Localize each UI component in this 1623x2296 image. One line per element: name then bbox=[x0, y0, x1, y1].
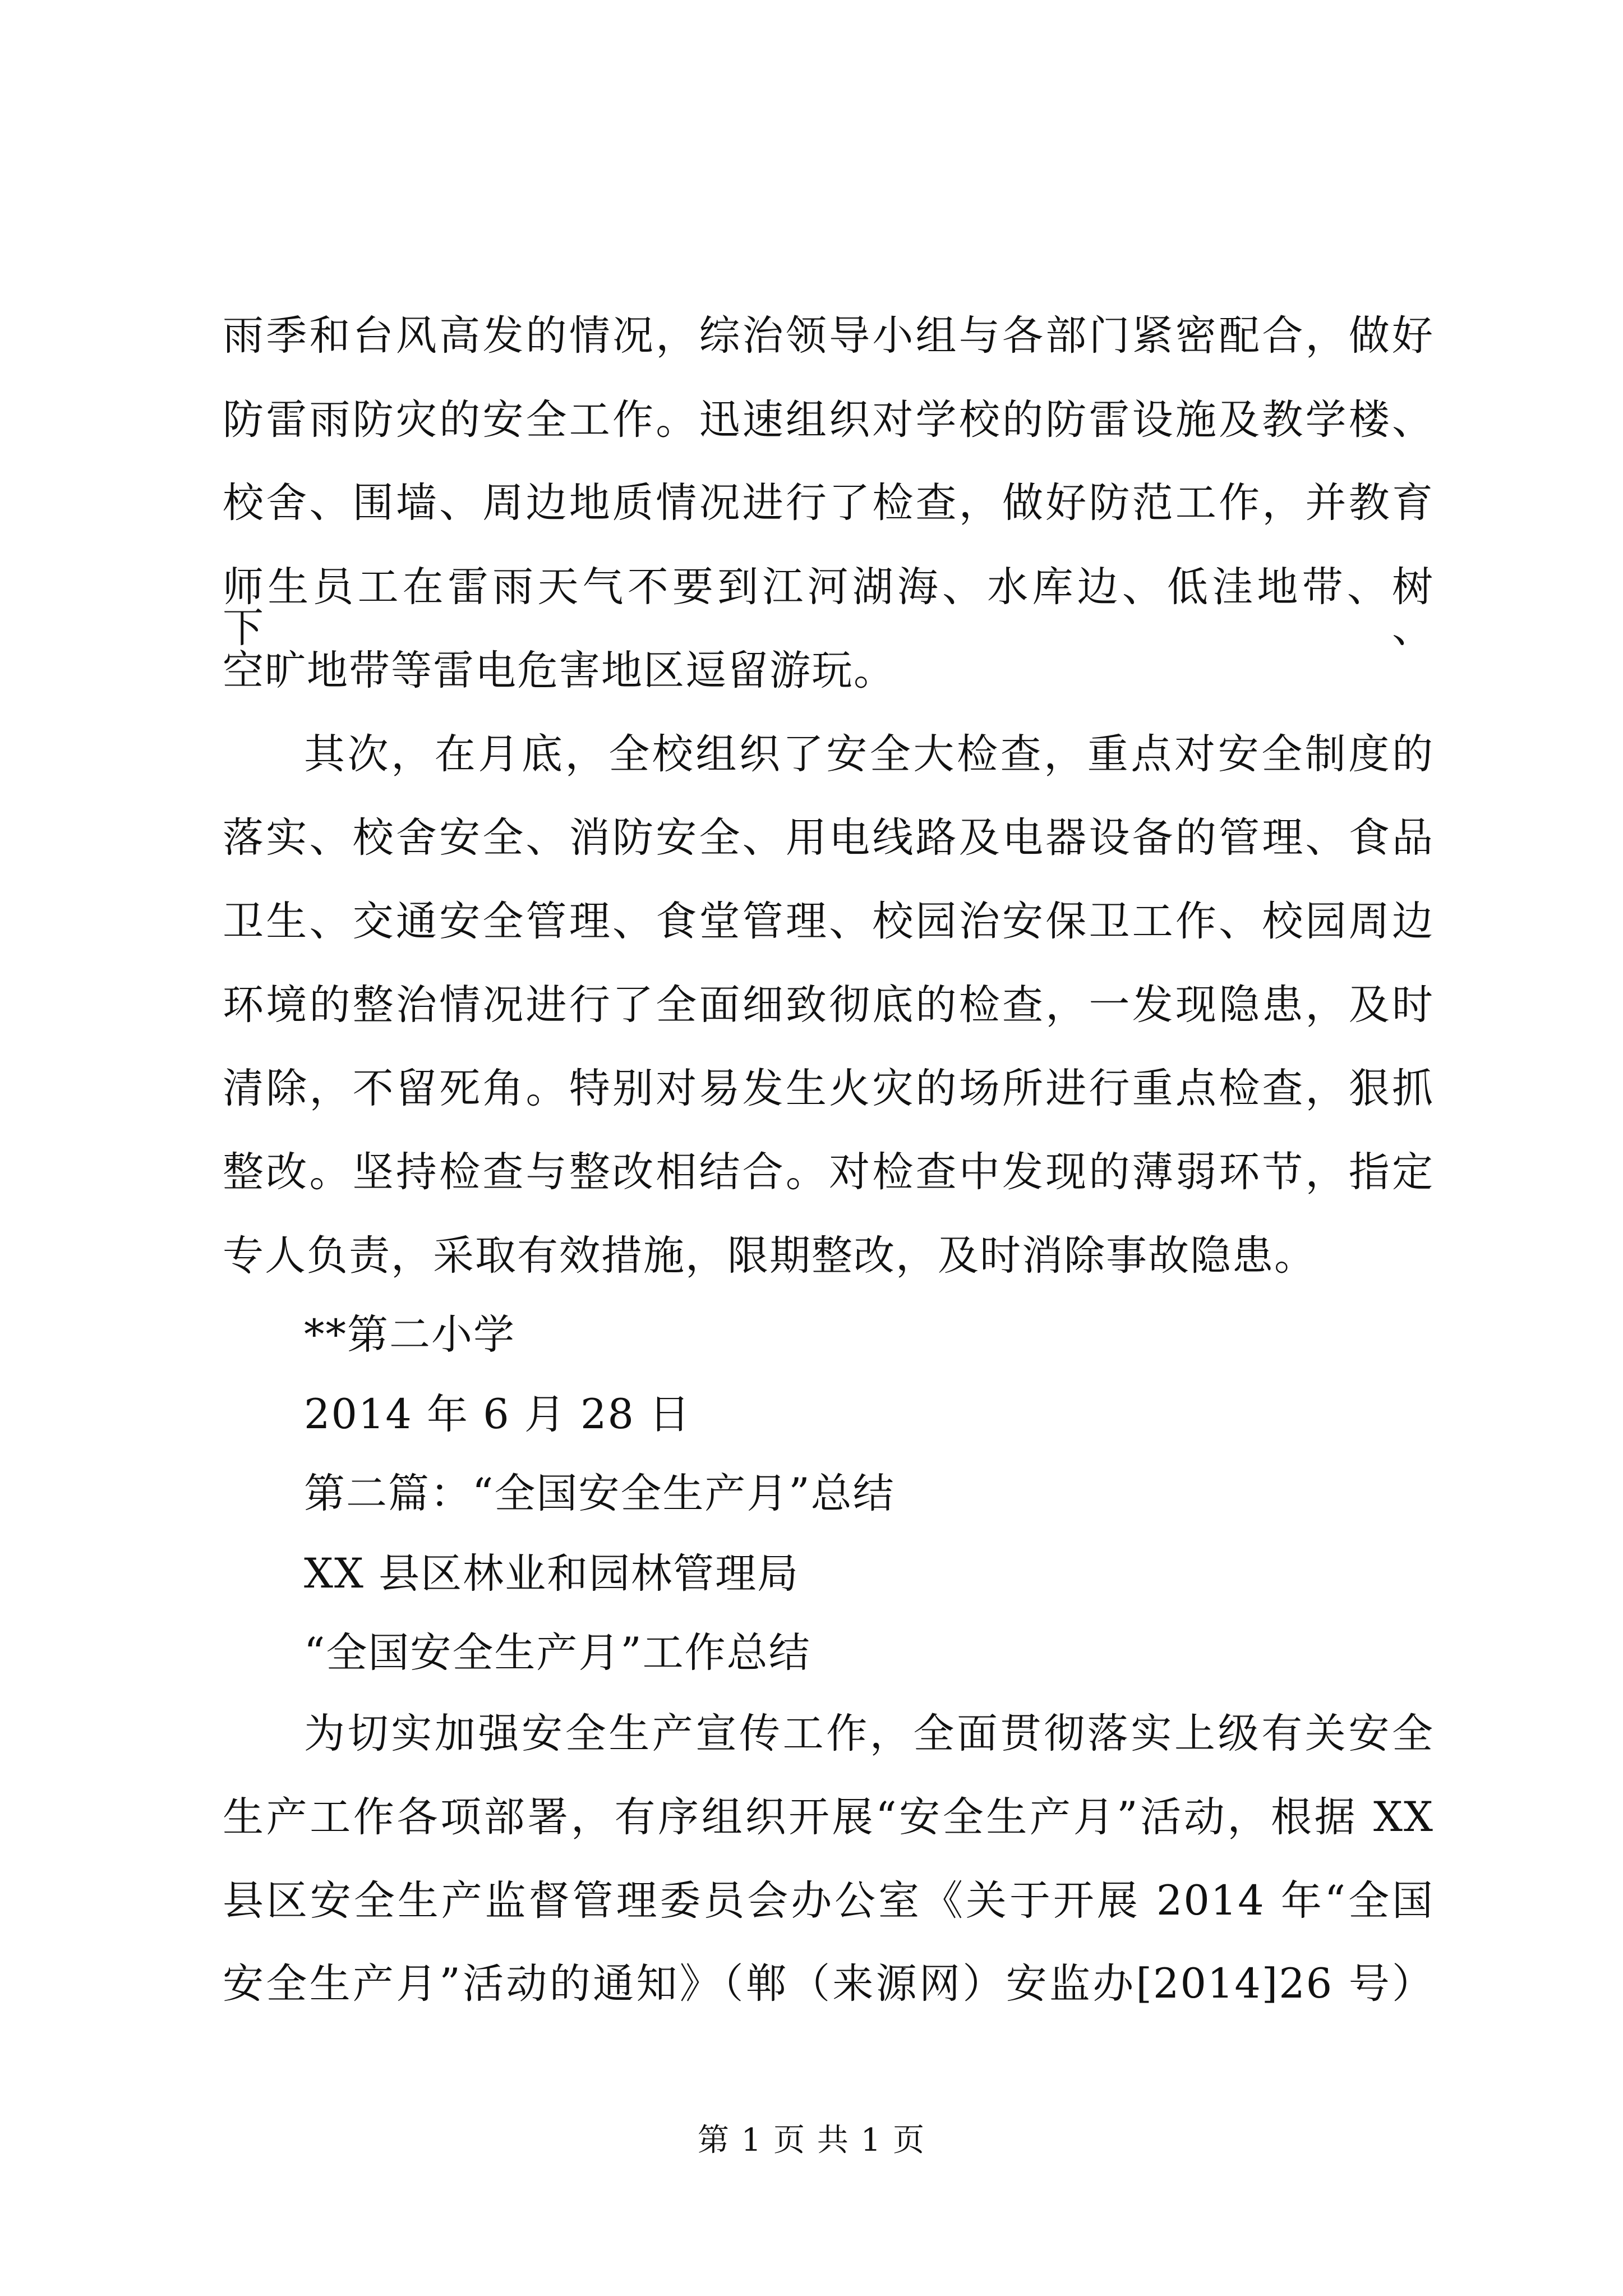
page-footer: 第 1 页 共 1 页 bbox=[697, 2122, 926, 2159]
paragraph-line: 整改。坚持检查与整改相结合。对检查中发现的薄弱环节，指定 bbox=[223, 1148, 1434, 1196]
section-heading: 第二篇：“全国安全生产月”总结 bbox=[304, 1470, 895, 1517]
paragraph-line: 安全生产月”活动的通知》（郸（来源网）安监办[2014]26 号） bbox=[223, 1960, 1434, 2008]
paragraph-first-line: 其次，在月底，全校组织了安全大检查，重点对安全制度的 bbox=[304, 730, 1434, 778]
paragraph-line: 落实、校舍安全、消防安全、用电线路及电器设备的管理、食品 bbox=[223, 814, 1434, 862]
paragraph-line: 专人负责，采取有效措施，限期整改，及时消除事故隐患。 bbox=[223, 1232, 1316, 1280]
paragraph-line: 县区安全生产监督管理委员会办公室《关于开展 2014 年“全国 bbox=[223, 1877, 1434, 1925]
paragraph-line: 清除，不留死角。特别对易发生火灾的场所进行重点检查，狠抓 bbox=[223, 1065, 1434, 1112]
paragraph-line: 防雷雨防灾的安全工作。迅速组织对学校的防雷设施及教学楼、 bbox=[223, 396, 1434, 444]
paragraph-line: 雨季和台风高发的情况，综治领导小组与各部门紧密配合，做好 bbox=[223, 312, 1434, 360]
paragraph-line: 生产工作各项部署，有序组织开展“安全生产月”活动，根据 XX bbox=[223, 1793, 1434, 1841]
paragraph-line: 师生员工在雷雨天气不要到江河湖海、水库边、低洼地带、树下、 bbox=[223, 563, 1434, 652]
paragraph-line: 卫生、交通安全管理、食堂管理、校园治安保卫工作、校园周边 bbox=[223, 898, 1434, 945]
organization-name: XX 县区林业和园林管理局 bbox=[304, 1550, 800, 1598]
paragraph-line: 校舍、围墙、周边地质情况进行了检查，做好防范工作，并教育 bbox=[223, 479, 1434, 527]
report-title: “全国安全生产月”工作总结 bbox=[304, 1629, 811, 1677]
paragraph-line: 环境的整治情况进行了全面细致彻底的检查，一发现隐患，及时 bbox=[223, 981, 1434, 1029]
signature-school: **第二小学 bbox=[304, 1311, 515, 1359]
paragraph-line: 空旷地带等雷电危害地区逗留游玩。 bbox=[223, 647, 896, 694]
paragraph-first-line: 为切实加强安全生产宣传工作，全面贯彻落实上级有关安全 bbox=[304, 1710, 1434, 1757]
signature-date: 2014 年 6 月 28 日 bbox=[304, 1391, 691, 1438]
